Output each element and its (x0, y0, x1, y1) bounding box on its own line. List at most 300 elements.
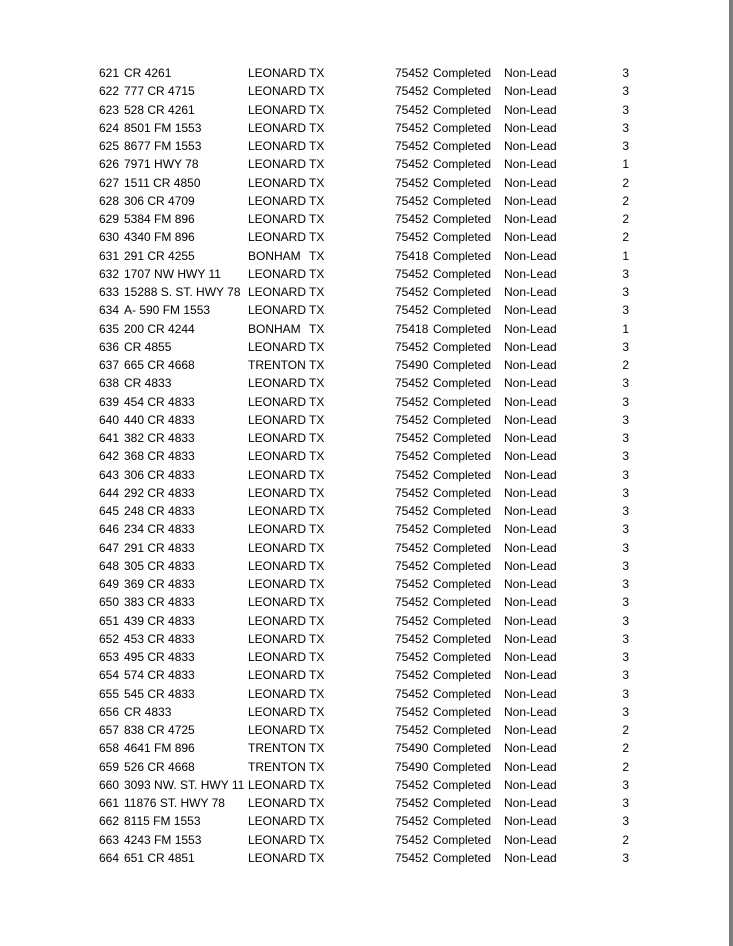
address-cell: 5384 FM 896 (124, 212, 195, 226)
count-cell: 3 (622, 66, 629, 80)
state-cell: TX (309, 522, 325, 537)
status-cell: Completed (433, 504, 492, 518)
table-row (99, 155, 639, 173)
count-cell: 3 (622, 485, 629, 500)
city-cell: TRENTON (248, 741, 306, 756)
city-cell: LEONARD (248, 66, 307, 80)
state-cell: TX (309, 394, 325, 409)
count-cell: 3 (622, 522, 629, 537)
state-cell: TX (309, 467, 325, 482)
material-cell: Non-Lead (504, 431, 557, 445)
count-cell: 3 (622, 431, 629, 445)
status-cell: Completed (433, 668, 492, 683)
row-id: 654 (99, 668, 120, 683)
status-cell: Completed (433, 212, 492, 226)
address-cell: CR 4855 (124, 339, 172, 354)
status-cell: Completed (433, 358, 492, 372)
city-cell: LEONARD (248, 339, 307, 354)
address-cell: 383 CR 4833 (124, 595, 195, 610)
status-cell: Completed (433, 175, 492, 190)
city-cell: LEONARD (248, 266, 307, 281)
count-cell: 3 (622, 558, 629, 573)
table-row (99, 301, 639, 319)
material-cell: Non-Lead (504, 759, 557, 774)
address-cell: 454 CR 4833 (124, 394, 195, 409)
table-row (99, 685, 639, 703)
state-cell: TX (309, 139, 325, 153)
row-id: 635 (99, 321, 120, 336)
address-cell: CR 4833 (124, 704, 172, 719)
table-row (99, 393, 639, 411)
state-cell: TX (309, 102, 325, 117)
zip-cell: 75452 (395, 339, 429, 354)
status-cell: Completed (433, 796, 492, 810)
row-id: 660 (99, 777, 120, 792)
city-cell: LEONARD (248, 212, 307, 226)
status-cell: Completed (433, 321, 492, 336)
address-cell: 528 CR 4261 (124, 102, 195, 117)
status-cell: Completed (433, 230, 492, 245)
count-cell: 2 (622, 193, 629, 208)
material-cell: Non-Lead (504, 248, 557, 263)
status-cell: Completed (433, 832, 492, 847)
row-id: 645 (99, 504, 120, 518)
row-id: 632 (99, 266, 120, 281)
city-cell: LEONARD (248, 613, 307, 628)
status-cell: Completed (433, 139, 492, 153)
city-cell: TRENTON (248, 358, 306, 372)
count-cell: 3 (622, 102, 629, 117)
page-edge (729, 0, 733, 946)
city-cell: LEONARD (248, 631, 307, 646)
row-id: 623 (99, 102, 120, 117)
address-cell: 248 CR 4833 (124, 504, 195, 518)
state-cell: TX (309, 650, 325, 664)
address-cell: 440 CR 4833 (124, 412, 195, 427)
row-id: 643 (99, 467, 120, 482)
zip-cell: 75452 (395, 558, 429, 573)
zip-cell: 75452 (395, 668, 429, 683)
zip-cell: 75452 (395, 631, 429, 646)
state-cell: TX (309, 595, 325, 610)
table-row (99, 447, 639, 465)
table-row (99, 557, 639, 575)
zip-cell: 75452 (395, 540, 429, 555)
city-cell: LEONARD (248, 449, 307, 464)
zip-cell: 75452 (395, 212, 429, 226)
zip-cell: 75452 (395, 504, 429, 518)
material-cell: Non-Lead (504, 66, 557, 80)
city-cell: LEONARD (248, 139, 307, 153)
zip-cell: 75452 (395, 139, 429, 153)
count-cell: 3 (622, 412, 629, 427)
state-cell: TX (309, 814, 325, 829)
status-cell: Completed (433, 285, 492, 299)
state-cell: TX (309, 540, 325, 555)
zip-cell: 75452 (395, 650, 429, 664)
table-row (99, 612, 639, 630)
row-id: 621 (99, 66, 120, 80)
count-cell: 1 (622, 321, 629, 336)
table-row (99, 831, 639, 849)
zip-cell: 75452 (395, 522, 429, 537)
row-id: 640 (99, 412, 120, 427)
city-cell: LEONARD (248, 832, 307, 847)
status-cell: Completed (433, 759, 492, 774)
status-cell: Completed (433, 303, 492, 318)
material-cell: Non-Lead (504, 358, 557, 372)
city-cell: LEONARD (248, 650, 307, 664)
count-cell: 2 (622, 723, 629, 737)
material-cell: Non-Lead (504, 266, 557, 281)
material-cell: Non-Lead (504, 102, 557, 117)
address-cell: 8115 FM 1553 (124, 814, 201, 829)
zip-cell: 75452 (395, 394, 429, 409)
city-cell: LEONARD (248, 777, 307, 792)
table-row (99, 703, 639, 721)
city-cell: LEONARD (248, 394, 307, 409)
zip-cell: 75452 (395, 157, 429, 172)
table-row (99, 82, 639, 100)
city-cell: LEONARD (248, 686, 307, 701)
city-cell: LEONARD (248, 796, 307, 810)
table-row (99, 374, 639, 392)
table-row (99, 794, 639, 812)
material-cell: Non-Lead (504, 157, 557, 172)
table-row (99, 721, 639, 739)
table-row (99, 630, 639, 648)
address-cell: 306 CR 4709 (124, 193, 195, 208)
count-cell: 1 (622, 157, 629, 172)
zip-cell: 75452 (395, 777, 429, 792)
status-cell: Completed (433, 704, 492, 719)
zip-cell: 75452 (395, 376, 429, 391)
state-cell: TX (309, 303, 325, 318)
table-row (99, 247, 639, 265)
city-cell: LEONARD (248, 504, 307, 518)
row-id: 663 (99, 832, 120, 847)
address-cell: 4641 FM 896 (124, 741, 195, 756)
status-cell: Completed (433, 577, 492, 591)
row-id: 650 (99, 595, 120, 610)
state-cell: TX (309, 485, 325, 500)
address-cell: 7971 HWY 78 (124, 157, 199, 172)
table-row (99, 283, 639, 301)
address-cell: CR 4833 (124, 376, 172, 391)
zip-cell: 75452 (395, 266, 429, 281)
address-cell: 8677 FM 1553 (124, 139, 202, 153)
count-cell: 3 (622, 577, 629, 591)
count-cell: 3 (622, 668, 629, 683)
state-cell: TX (309, 449, 325, 464)
table-row (99, 228, 639, 246)
zip-cell: 75452 (395, 704, 429, 719)
table-row (99, 666, 639, 684)
material-cell: Non-Lead (504, 540, 557, 555)
status-cell: Completed (433, 631, 492, 646)
status-cell: Completed (433, 431, 492, 445)
state-cell: TX (309, 577, 325, 591)
count-cell: 3 (622, 84, 629, 99)
address-cell: 3093 NW. ST. HWY 11 (124, 777, 245, 792)
address-cell: 234 CR 4833 (124, 522, 195, 537)
status-cell: Completed (433, 613, 492, 628)
address-cell: 838 CR 4725 (124, 723, 195, 737)
row-id: 636 (99, 339, 120, 354)
zip-cell: 75452 (395, 431, 429, 445)
table-row (99, 119, 639, 137)
city-cell: LEONARD (248, 577, 307, 591)
zip-cell: 75490 (395, 759, 429, 774)
state-cell: TX (309, 84, 325, 99)
count-cell: 3 (622, 504, 629, 518)
zip-cell: 75452 (395, 832, 429, 847)
state-cell: TX (309, 504, 325, 518)
row-id: 631 (99, 248, 120, 263)
state-cell: TX (309, 230, 325, 245)
table-row (99, 192, 639, 210)
row-id: 637 (99, 358, 120, 372)
zip-cell: 75452 (395, 723, 429, 737)
address-cell: 15288 S. ST. HWY 78 (124, 285, 241, 299)
status-cell: Completed (433, 814, 492, 829)
state-cell: TX (309, 631, 325, 646)
city-cell: LEONARD (248, 157, 307, 172)
state-cell: TX (309, 120, 325, 135)
zip-cell: 75452 (395, 175, 429, 190)
row-id: 659 (99, 759, 120, 774)
zip-cell: 75490 (395, 358, 429, 372)
address-cell: 305 CR 4833 (124, 558, 195, 573)
zip-cell: 75452 (395, 814, 429, 829)
count-cell: 3 (622, 303, 629, 318)
material-cell: Non-Lead (504, 595, 557, 610)
row-id: 662 (99, 814, 120, 829)
count-cell: 2 (622, 358, 629, 372)
status-cell: Completed (433, 376, 492, 391)
row-id: 630 (99, 230, 120, 245)
count-cell: 3 (622, 339, 629, 354)
status-cell: Completed (433, 266, 492, 281)
zip-cell: 75452 (395, 303, 429, 318)
row-id: 648 (99, 558, 120, 573)
table-row (99, 356, 639, 374)
state-cell: TX (309, 558, 325, 573)
status-cell: Completed (433, 723, 492, 737)
material-cell: Non-Lead (504, 504, 557, 518)
table-row (99, 484, 639, 502)
city-cell: LEONARD (248, 431, 307, 445)
count-cell: 3 (622, 650, 629, 664)
count-cell: 3 (622, 814, 629, 829)
material-cell: Non-Lead (504, 212, 557, 226)
material-cell: Non-Lead (504, 394, 557, 409)
zip-cell: 75490 (395, 741, 429, 756)
table-row (99, 776, 639, 794)
row-id: 626 (99, 157, 120, 172)
material-cell: Non-Lead (504, 668, 557, 683)
city-cell: LEONARD (248, 704, 307, 719)
table-row (99, 849, 639, 867)
address-cell: 382 CR 4833 (124, 431, 195, 445)
count-cell: 3 (622, 704, 629, 719)
state-cell: TX (309, 285, 325, 299)
city-cell: LEONARD (248, 285, 307, 299)
status-cell: Completed (433, 248, 492, 263)
count-cell: 3 (622, 796, 629, 810)
status-cell: Completed (433, 540, 492, 555)
table-row (99, 539, 639, 557)
row-id: 658 (99, 741, 120, 756)
city-cell: LEONARD (248, 102, 307, 117)
table-row (99, 429, 639, 447)
address-cell: 777 CR 4715 (124, 84, 195, 99)
city-cell: LEONARD (248, 467, 307, 482)
city-cell: LEONARD (248, 120, 307, 135)
city-cell: LEONARD (248, 303, 307, 318)
zip-cell: 75452 (395, 193, 429, 208)
material-cell: Non-Lead (504, 175, 557, 190)
state-cell: TX (309, 704, 325, 719)
city-cell: LEONARD (248, 175, 307, 190)
city-cell: LEONARD (248, 230, 307, 245)
state-cell: TX (309, 66, 325, 80)
city-cell: LEONARD (248, 84, 307, 99)
material-cell: Non-Lead (504, 832, 557, 847)
row-id: 644 (99, 485, 120, 500)
status-cell: Completed (433, 157, 492, 172)
status-cell: Completed (433, 850, 492, 865)
row-id: 624 (99, 120, 120, 135)
count-cell: 3 (622, 631, 629, 646)
status-cell: Completed (433, 650, 492, 664)
count-cell: 1 (622, 248, 629, 263)
address-cell: 291 CR 4833 (124, 540, 195, 555)
state-cell: TX (309, 157, 325, 172)
zip-cell: 75452 (395, 449, 429, 464)
count-cell: 2 (622, 759, 629, 774)
row-id: 647 (99, 540, 120, 555)
material-cell: Non-Lead (504, 522, 557, 537)
state-cell: TX (309, 376, 325, 391)
count-cell: 3 (622, 285, 629, 299)
zip-cell: 75452 (395, 84, 429, 99)
material-cell: Non-Lead (504, 449, 557, 464)
material-cell: Non-Lead (504, 485, 557, 500)
zip-cell: 75452 (395, 467, 429, 482)
zip-cell: 75452 (395, 595, 429, 610)
table-row (99, 520, 639, 538)
table-row (99, 739, 639, 757)
status-cell: Completed (433, 522, 492, 537)
count-cell: 2 (622, 741, 629, 756)
address-cell: 574 CR 4833 (124, 668, 195, 683)
material-cell: Non-Lead (504, 230, 557, 245)
address-cell: 200 CR 4244 (124, 321, 195, 336)
state-cell: TX (309, 212, 325, 226)
state-cell: TX (309, 431, 325, 445)
material-cell: Non-Lead (504, 193, 557, 208)
row-id: 622 (99, 84, 120, 99)
count-cell: 3 (622, 777, 629, 792)
status-cell: Completed (433, 485, 492, 500)
address-cell: 453 CR 4833 (124, 631, 195, 646)
city-cell: LEONARD (248, 412, 307, 427)
count-cell: 3 (622, 266, 629, 281)
state-cell: TX (309, 759, 325, 774)
status-cell: Completed (433, 449, 492, 464)
address-cell: 665 CR 4668 (124, 358, 195, 372)
material-cell: Non-Lead (504, 650, 557, 664)
count-cell: 3 (622, 394, 629, 409)
material-cell: Non-Lead (504, 120, 557, 135)
state-cell: TX (309, 358, 325, 372)
zip-cell: 75452 (395, 66, 429, 80)
address-cell: 651 CR 4851 (124, 850, 195, 865)
zip-cell: 75452 (395, 230, 429, 245)
zip-cell: 75452 (395, 796, 429, 810)
row-id: 657 (99, 723, 120, 737)
state-cell: TX (309, 175, 325, 190)
address-cell: 4340 FM 896 (124, 230, 195, 245)
material-cell: Non-Lead (504, 139, 557, 153)
status-cell: Completed (433, 741, 492, 756)
state-cell: TX (309, 248, 325, 263)
material-cell: Non-Lead (504, 321, 557, 336)
state-cell: TX (309, 339, 325, 354)
status-cell: Completed (433, 66, 492, 80)
count-cell: 3 (622, 120, 629, 135)
zip-cell: 75452 (395, 613, 429, 628)
material-cell: Non-Lead (504, 558, 557, 573)
row-id: 634 (99, 303, 120, 318)
material-cell: Non-Lead (504, 704, 557, 719)
material-cell: Non-Lead (504, 613, 557, 628)
status-cell: Completed (433, 394, 492, 409)
row-id: 664 (99, 850, 120, 865)
row-id: 646 (99, 522, 120, 537)
address-cell: 439 CR 4833 (124, 613, 195, 628)
count-cell: 3 (622, 613, 629, 628)
material-cell: Non-Lead (504, 339, 557, 354)
count-cell: 3 (622, 686, 629, 701)
row-id: 639 (99, 394, 120, 409)
material-cell: Non-Lead (504, 285, 557, 299)
row-id: 653 (99, 650, 120, 664)
address-cell: A- 590 FM 1553 (124, 303, 211, 318)
state-cell: TX (309, 777, 325, 792)
address-cell: 1511 CR 4850 (124, 175, 201, 190)
row-id: 638 (99, 376, 120, 391)
row-id: 651 (99, 613, 120, 628)
table-row (99, 593, 639, 611)
zip-cell: 75452 (395, 102, 429, 117)
count-cell: 2 (622, 230, 629, 245)
status-cell: Completed (433, 120, 492, 135)
table-row (99, 137, 639, 155)
city-cell: LEONARD (248, 376, 307, 391)
state-cell: TX (309, 266, 325, 281)
material-cell: Non-Lead (504, 577, 557, 591)
status-cell: Completed (433, 558, 492, 573)
material-cell: Non-Lead (504, 631, 557, 646)
material-cell: Non-Lead (504, 303, 557, 318)
table-row (99, 812, 639, 830)
zip-cell: 75452 (395, 412, 429, 427)
table-row (99, 648, 639, 666)
zip-cell: 75418 (395, 248, 429, 263)
material-cell: Non-Lead (504, 796, 557, 810)
